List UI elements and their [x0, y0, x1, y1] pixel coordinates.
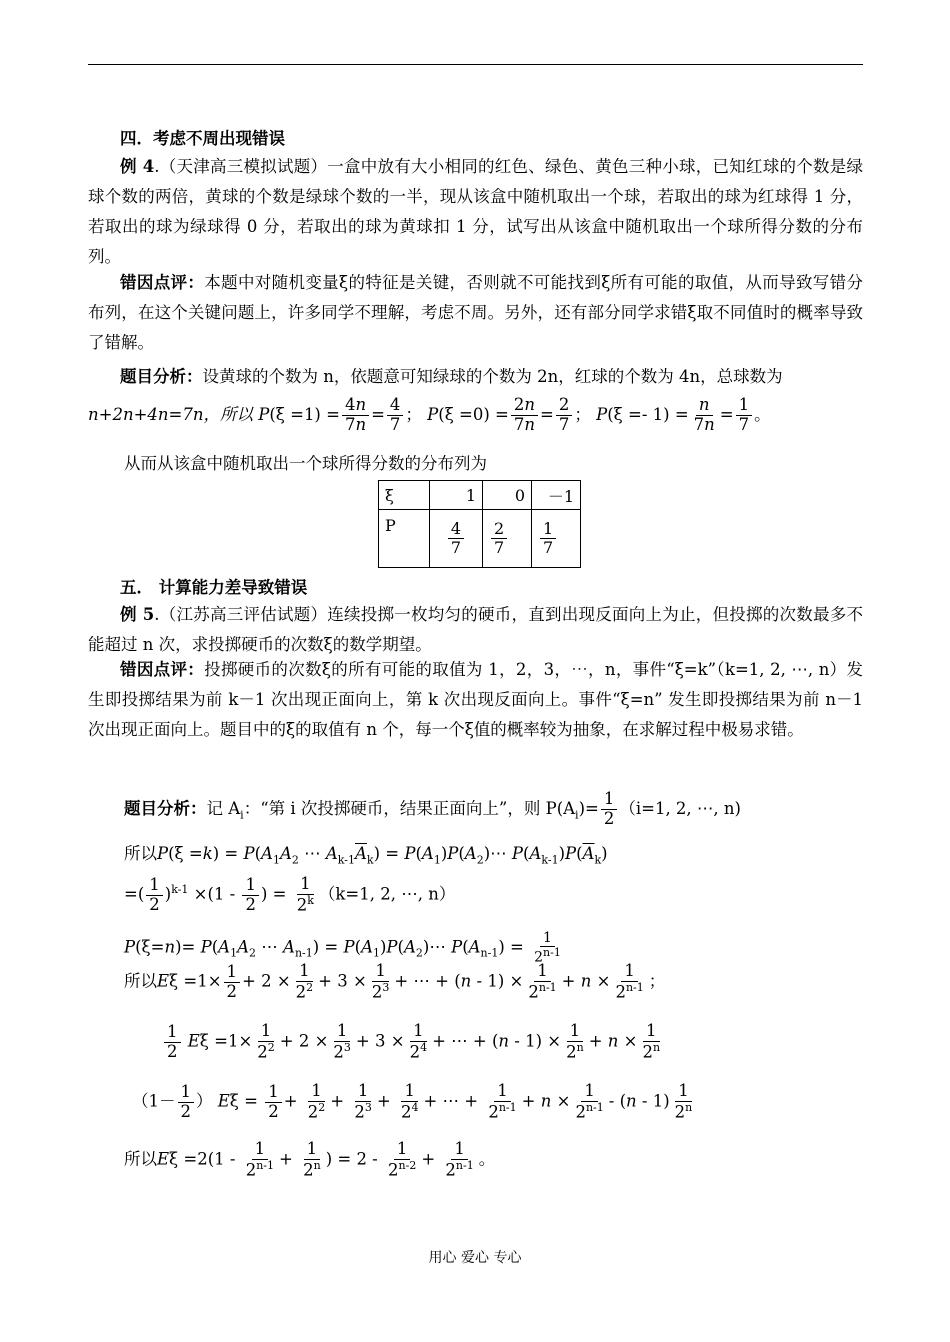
header-rule [88, 64, 863, 65]
table-cell: ξ [379, 481, 430, 510]
distribution-lead-in: 从而从该盒中随机取出一个球所得分数的分布列为 [124, 454, 487, 473]
analysis-4-label: 题目分析： [120, 367, 203, 386]
error-5-label: 错因点评： [120, 660, 205, 679]
table-cell: $\frac{2}{7}$ [483, 510, 532, 568]
analysis-5-label: 题目分析： [124, 798, 207, 818]
table-cell: $\frac{1}{7}$ [532, 510, 581, 568]
section-4-heading: 四．考虑不周出现错误 [120, 129, 285, 148]
formula-expectation: 所以Eξ =1× $\frac{1}{2}$ + 2 × $\frac{1}{2^2}$ + 3 × $\frac{1}{2^3}$ + ⋯ + (n - 1) × $\frac{1}{2^{n-1}}$ + n × $\frac{1}{2^{n-1}}$ ； [124, 961, 666, 1002]
table-row [379, 510, 581, 568]
example-4-label: 例 4 [120, 157, 155, 176]
example-4-text: .（天津高三模拟试题）一盒中放有大小相同的红色、绿色、黄色三种小球，已知红球的个数是绿球个数的两倍，黄球的个数是绿球个数的一半，现从该盒中随机取出一个球，若取出的球为红球得 1 分，若取出的球为绿球得 0 分，若取出的球为黄球扣 1 分，试写出从该盒中随机取出一个球所得分数的分布列。 [88, 157, 863, 266]
error-5-text: 投掷硬币的次数ξ的所有可能的取值为 1，2，3，⋯，n，事件“ξ=k”（k=1, 2, ⋯, n）发生即投掷结果为前 k－1 次出现正面向上，第 k 次出现反面向上。事件“ξ=n” 发生即投掷结果为前 n－1 次出现正面向上。题目中的ξ的取值有 n 个，每一个ξ值的概率较为抽象，在求解过程中极易求错。 [88, 660, 864, 739]
error-analysis-4 [88, 268, 863, 358]
example-5 [88, 600, 863, 660]
table-cell: $\frac{4}{7}$ [430, 510, 483, 568]
example-4 [88, 152, 863, 272]
problem-analysis-4 [88, 362, 863, 392]
table-cell: 0 [483, 481, 532, 510]
formula-difference: （1－ $\frac{1}{2}$ ） Eξ = $\frac{1}{2}$ + $\frac{1}{2^2}$ + $\frac{1}{2^3}$ + $\frac{1}{2^4}$ + ⋯ + $\frac{1}{2^{n-1}}$ + n × $\frac{1}{2^{n-1}}$ - (n - 1) $\frac{1}{2^n}$ [132, 1081, 693, 1122]
table-cell: －1 [532, 481, 581, 510]
distribution-table [378, 480, 581, 568]
formula-half-expectation: $\frac{1}{2}$ Eξ =1× $\frac{1}{2^2}$ + 2 × $\frac{1}{2^3}$ + 3 × $\frac{1}{2^4}$ + ⋯ + (n - 1) × $\frac{1}{2^n}$ + n × $\frac{1}{2^n}$ [162, 1022, 665, 1062]
formula-pk-value: =( $\frac{1}{2}$ )$^{k-1}$ ×(1 - $\frac{1}{2}$ ) = $\frac{1}{2^k}$ （k=1, 2, ⋯, n） [124, 874, 456, 915]
problem-analysis-5: 题目分析：记 $A_i$：“第 i 次投掷硬币，结果正面向上”，则 $P(A_i)=$ $\frac{1}{2}$ （i=1, 2, ⋯, n) [124, 789, 741, 828]
table-cell: 1 [430, 481, 483, 510]
formula-pk: 所以$P(\xi =k) = P(A_1A_2$ ⋯ $A_{k-1}\overline{A}_k$) = $P(A_1)P(A_2)\cdots$ $P(A_{k-1})P(\overline{A}_k)$ [124, 844, 608, 867]
error-analysis-5 [88, 655, 863, 745]
error-4-text: 本题中对随机变量ξ的特征是关键，否则就不可能找到ξ所有可能的取值，从而导致写错分布列，在这个关键问题上，许多同学不理解，考虑不周。另外，还有部分同学求错ξ取不同值时的概率导致了错解。 [88, 273, 863, 352]
example-5-label: 例 5 [120, 605, 155, 624]
formula-pn: $P(\xi=n)= P(A_1A_2$ ⋯ $A_{n-1}$) = $P(A_1)P(A_2)\cdots$ $P(A_{n-1})$ = $\frac{1}{2^{n-1}}$ [124, 930, 561, 966]
probability-line: n+2n+4n=7n，所以 P(ξ =1) = $\frac{4n}{7n}$ = $\frac{4}{7}$ ； P(ξ =0) = $\frac{2n}{7n}$ = $\frac{2}{7}$ ； P(ξ =- 1) = $\frac{n}{7n}$ = $\frac{1}{7}$ 。 [88, 395, 771, 434]
formula-result: 所以Eξ =2(1 - $\frac{1}{2^{n-1}}$ + $\frac{1}{2^n}$ ) = 2 - $\frac{1}{2^{n-2}}$ + $\frac{1}{2^{n-1}}$ 。 [124, 1139, 496, 1180]
error-4-label: 错因点评： [120, 273, 205, 292]
analysis-line2-prefix: n+2n+4n=7n，所以 [88, 404, 253, 424]
analysis-4-text: 设黄球的个数为 n，依题意可知绿球的个数为 2n，红球的个数为 4n，总球数为 [202, 367, 783, 386]
page-footer: 用心 爱心 专心 [428, 1250, 522, 1266]
example-5-text: .（江苏高三评估试题）连续投掷一枚均匀的硬币，直到出现反面向上为止，但投掷的次数最多不能超过 n 次，求投掷硬币的次数ξ的数学期望。 [88, 605, 863, 654]
section-5-heading: 五． 计算能力差导致错误 [120, 578, 308, 597]
table-cell: P [379, 510, 430, 568]
table-row [379, 481, 581, 510]
